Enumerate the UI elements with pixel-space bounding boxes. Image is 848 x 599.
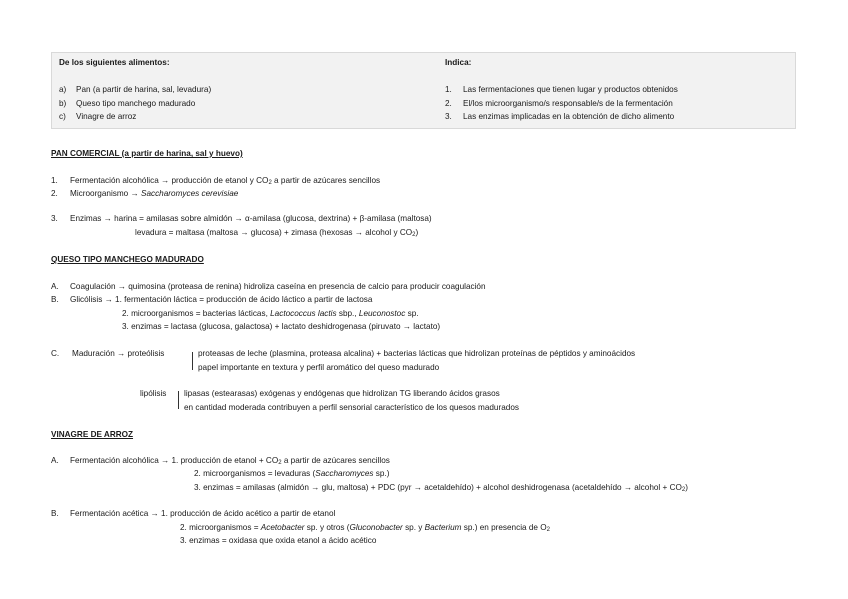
pan-line-marker: 1.	[51, 176, 58, 185]
vinagre-acetic-line: Fermentación acética → 1. producción de ácido acético a partir de etanol	[70, 509, 336, 518]
vinagre-line-marker: A.	[51, 456, 59, 465]
pan-enzymes-line-2: levadura = maltasa (maltosa → glucosa) + zimasa (hexosas → alcohol y $CO_2$)	[135, 228, 419, 238]
task-item: Las fermentaciones que tienen lugar y productos obtenidos	[463, 85, 678, 94]
food-item-marker: c)	[59, 112, 66, 121]
proteolysis-bracket	[192, 352, 193, 370]
pan-microorganism-line: Microorganismo → Saccharomyces cerevisiae	[70, 189, 239, 198]
vinagre-alcoholic-line-3: 3. enzimas = amilasas (almidón → glu, maltosa) + PDC (pyr → acetaldehído) + alcohol deshidrogenasa (acetaldehído → alcohol + $CO_2$)	[194, 483, 688, 493]
food-item: Queso tipo manchego madurado	[76, 99, 196, 108]
food-item: Pan (a partir de harina, sal, levadura)	[76, 85, 212, 94]
task-item: Las enzimas implicadas en la obtención de dicho alimento	[463, 112, 675, 121]
task-item-marker: 3.	[445, 112, 452, 121]
proteolysis-line-2: papel importante en textura y perfil aromático del queso madurado	[198, 363, 440, 372]
pan-line-marker: 2.	[51, 189, 58, 198]
lipolysis-line-1: lipasas (estearasas) exógenas y endógenas que hidrolizan TG liberando ácidos grasos	[184, 389, 500, 398]
intro-right-title: Indica:	[445, 58, 472, 67]
intro-left-title: De los siguientes alimentos:	[59, 58, 170, 67]
queso-line-marker: B.	[51, 295, 59, 304]
queso-maturation-label: Maduración → proteólisis	[72, 349, 165, 358]
queso-glycolysis-line: Glicólisis → 1. fermentación láctica = producción de ácido láctico a partir de lactosa	[70, 295, 373, 304]
vinagre-alcoholic-line: Fermentación alcohólica → 1. producción de etanol + $CO_2$ a partir de azúcares sencillos	[70, 456, 390, 466]
task-item-marker: 2.	[445, 99, 452, 108]
pan-enzymes-line: Enzimas → harina = amilasas sobre almidón → α-amilasa (glucosa, dextrina) + β-amilasa (maltosa)	[70, 214, 432, 223]
pan-fermentation-line: Fermentación alcohólica → producción de etanol y $CO_2$ a partir de azúcares sencillos	[70, 176, 381, 186]
queso-line-marker: A.	[51, 282, 59, 291]
queso-heading: QUESO TIPO MANCHEGO MADURADO	[51, 255, 204, 264]
vinagre-acetic-line-2: 2. microorganismos = Acetobacter sp. y otros (Gluconobacter sp. y Bacterium sp.) en presencia de $O_2$	[180, 523, 550, 533]
food-item: Vinagre de arroz	[76, 112, 137, 121]
queso-line-marker: C.	[51, 349, 60, 358]
queso-glycolysis-line-2: 2. microorganismos = bacterias lácticas, Lactococcus lactis sbp., Leuconostoc sp.	[122, 309, 419, 318]
queso-glycolysis-line-3: 3. enzimas = lactasa (glucosa, galactosa) + lactato deshidrogenasa (piruvato → lactato)	[122, 322, 441, 331]
vinagre-line-marker: B.	[51, 509, 59, 518]
lipolysis-label: lipólisis	[140, 389, 167, 398]
pan-line-marker: 3.	[51, 214, 58, 223]
vinagre-acetic-line-3: 3. enzimas = oxidasa que oxida etanol a ácido acético	[180, 536, 377, 545]
pan-heading: PAN COMERCIAL (a partir de harina, sal y huevo)	[51, 149, 243, 158]
vinagre-heading: VINAGRE DE ARROZ	[51, 430, 134, 439]
vinagre-alcoholic-line-2: 2. microorganismos = levaduras (Saccharomyces sp.)	[194, 469, 390, 478]
proteolysis-line-1: proteasas de leche (plasmina, proteasa alcalina) + bacterias lácticas que hidrolizan proteínas de péptidos y aminoácidos	[198, 349, 636, 358]
lipolysis-bracket	[178, 391, 179, 409]
task-item: El/los microorganismo/s responsable/s de la fermentación	[463, 99, 673, 108]
task-item-marker: 1.	[445, 85, 452, 94]
lipolysis-line-2: en cantidad moderada contribuyen a perfil sensorial característico de los quesos madurados	[184, 403, 519, 412]
food-item-marker: a)	[59, 85, 67, 94]
food-item-marker: b)	[59, 99, 67, 108]
queso-coagulation-line: Coagulación → quimosina (proteasa de renina) hidroliza caseína en presencia de calcio para producir coagulación	[70, 282, 486, 291]
